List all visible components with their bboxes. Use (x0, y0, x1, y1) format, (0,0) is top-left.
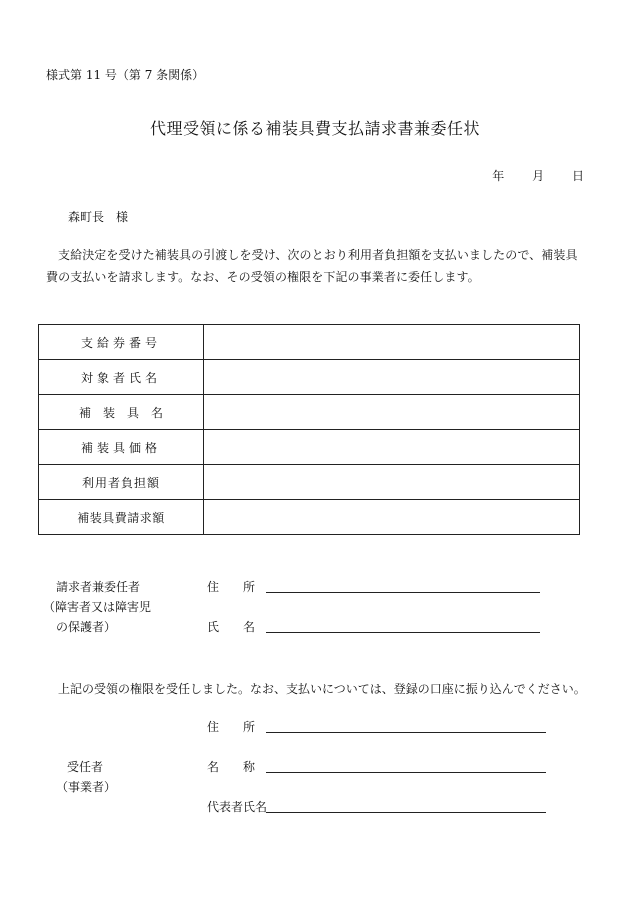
device-name-field[interactable] (204, 395, 580, 430)
agent-role-label: 受任者 (67, 760, 104, 774)
table-row (39, 430, 580, 465)
agent-role-note: （事業者） (56, 780, 117, 794)
date-month-field[interactable]: 月 (532, 169, 545, 183)
agent-representative-field[interactable] (266, 812, 546, 813)
agent-address-field[interactable] (266, 732, 546, 733)
request-statement: 支給決定を受けた補装具の引渡しを受け、次のとおり利用者負担額を支払いましたので、補装具費の支払いを請求します。なお、その受領の権限を下記の事業者に委任します。 (46, 248, 578, 284)
table-label-voucher-number: 支給券番号 (39, 325, 204, 360)
table-row (39, 465, 580, 500)
table-row (39, 360, 580, 395)
agent-address-label: 住 所 (207, 720, 256, 734)
page-title: 代理受領に係る補装具費支払請求書兼委任状 (149, 119, 480, 138)
form-number: 様式第 11 号（第 7 条関係） (46, 68, 205, 82)
date-year-field[interactable]: 年 (492, 169, 505, 183)
recipient-name-field[interactable] (204, 360, 580, 395)
claimant-address-label: 住 所 (207, 580, 256, 594)
claimant-name-label: 氏 名 (207, 620, 256, 634)
agent-company-label: 名 称 (207, 760, 256, 774)
claim-amount-field[interactable] (204, 500, 580, 535)
date-line (492, 167, 584, 184)
table-label-user-copay: 利用者負担額 (39, 465, 204, 500)
table-row (39, 500, 580, 535)
agent-company-field[interactable] (266, 772, 546, 773)
table-label-device-name: 補 装 具 名 (39, 395, 204, 430)
table-row (39, 325, 580, 360)
claimant-address-field[interactable] (266, 592, 540, 593)
agent-representative-label: 代表者氏名 (207, 800, 268, 814)
device-price-field[interactable] (204, 430, 580, 465)
addressee: 森町長 様 (68, 210, 129, 224)
table-row (39, 395, 580, 430)
voucher-number-field[interactable] (204, 325, 580, 360)
table-label-recipient-name: 対象者氏名 (39, 360, 204, 395)
acceptance-statement: 上記の受領の権限を受任しました。なお、支払いについては、登録の口座に振り込んでください。 (58, 682, 586, 696)
claim-details-table (38, 324, 580, 535)
claimant-role-note-1: （障害者又は障害児 (43, 600, 152, 614)
table-label-claim-amount: 補装具費請求額 (39, 500, 204, 535)
table-label-device-price: 補装具価格 (39, 430, 204, 465)
claimant-role-label: 請求者兼委任者 (56, 580, 141, 594)
claimant-role-note-2: の保護者） (56, 620, 117, 634)
date-day-field[interactable]: 日 (571, 169, 584, 183)
claimant-name-field[interactable] (266, 632, 540, 633)
user-copay-field[interactable] (204, 465, 580, 500)
